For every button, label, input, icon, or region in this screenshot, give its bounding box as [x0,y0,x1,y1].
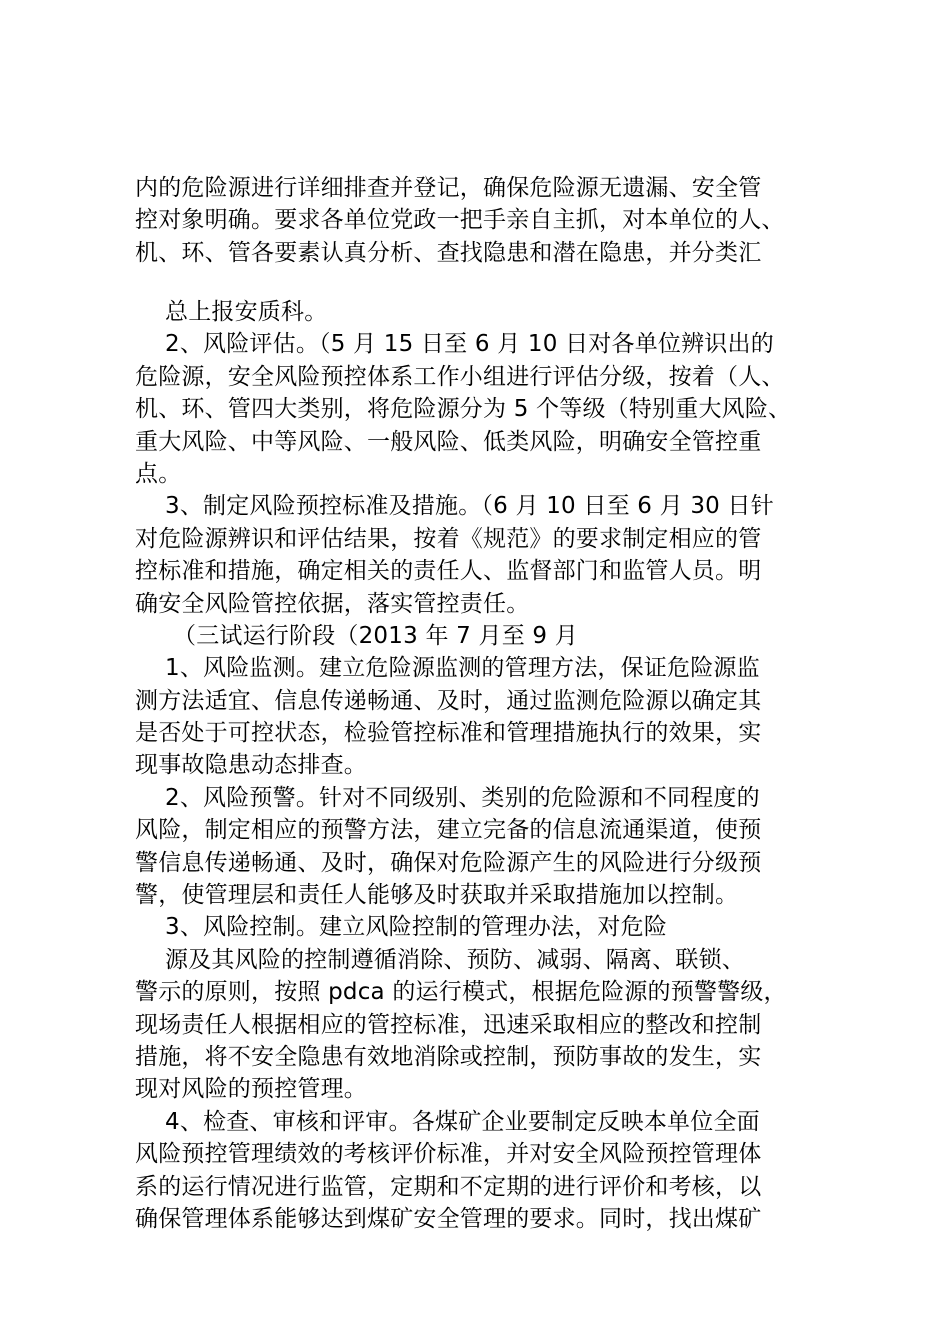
paragraph-continuation [135,172,835,269]
text-line: 控对象明确。要求各单位党政一把手亲自主抓，对本单位的人、 [135,207,785,234]
text-line: 风险预控管理绩效的考核评价标准，并对安全风险预控管理体 [135,1141,762,1168]
text-line: 是否处于可控状态，检验管控标准和管理措施执行的效果，实 [135,720,762,747]
item-4-heading-line: 4、检查、审核和评审。各煤矿企业要制定反映本单位全面 [165,1108,760,1135]
text-line: 确保管理体系能够达到煤矿安全管理的要求。同时，找出煤矿 [135,1205,762,1232]
text-line: 系的运行情况进行监管，定期和不定期的进行评价和考核，以 [135,1173,762,1200]
text-line: 对危险源辨识和评估结果，按着《规范》的要求制定相应的管 [135,525,762,552]
text-line: 机、环、管各要素认真分析、查找隐患和潜在隐患，并分类汇 [135,239,762,266]
text-line: 控标准和措施，确定相关的责任人、监督部门和监管人员。明 [135,558,762,585]
text-line: 危险源，安全风险预控体系工作小组进行评估分级，按着（人、 [135,363,785,390]
text-line: 源及其风险的控制遵循消除、预防、减弱、隔离、联锁、 [165,946,745,973]
text-line: 机、环、管四大类别，将危险源分为 5 个等级（特别重大风险、 [135,396,792,423]
text-line: 措施，将不安全隐患有效地消除或控制，预防事故的发生，实 [135,1043,762,1070]
text-line: 现事故隐患动态排查。 [135,752,367,779]
text-line: 风险，制定相应的预警方法，建立完备的信息流通渠道，使预 [135,817,762,844]
text-line: 确安全风险管控依据，落实管控责任。 [135,590,530,617]
text-line: 总上报安质科。 [165,299,328,325]
text-line: 测方法适宜、信息传递畅通、及时，通过监测危险源以确定其 [135,687,762,714]
item-1-heading-line: 1、风险监测。建立危险源监测的管理方法，保证危险源监 [165,655,760,682]
section-3-heading-line: 3、制定风险预控标准及措施。（6 月 10 日至 6 月 30 日针 [165,493,774,520]
item-2-heading-line: 2、风险预警。针对不同级别、类别的危险源和不同程度的 [165,784,760,811]
text-line: 警，使管理层和责任人能够及时获取并采取措施加以控制。 [135,882,739,909]
text-line: 重大风险、中等风险、一般风险、低类风险，明确安全管控重 [135,428,762,455]
item-3-heading-line: 3、风险控制。建立风险控制的管理办法，对危险 [165,914,668,941]
text-line: 点。 [135,460,182,487]
text-line: 警信息传递畅通、及时，确保对危险源产生的风险进行分级预 [135,849,762,876]
section-2-heading-line: 2、风险评估。（5 月 15 日至 6 月 10 日对各单位辨识出的 [165,331,774,358]
text-line: 警示的原则，按照 pdca 的运行模式，根据危险源的预警警级， [135,979,787,1006]
body-text [135,296,835,1235]
text-line: 现对风险的预控管理。 [135,1076,367,1103]
text-line: 现场责任人根据相应的管控标准，迅速采取相应的整改和控制 [135,1011,762,1038]
text-line: 内的危险源进行详细排查并登记，确保危险源无遗漏、安全管 [135,175,762,201]
stage-heading-line: （三试运行阶段（2013 年 7 月至 9 月 [173,622,578,649]
